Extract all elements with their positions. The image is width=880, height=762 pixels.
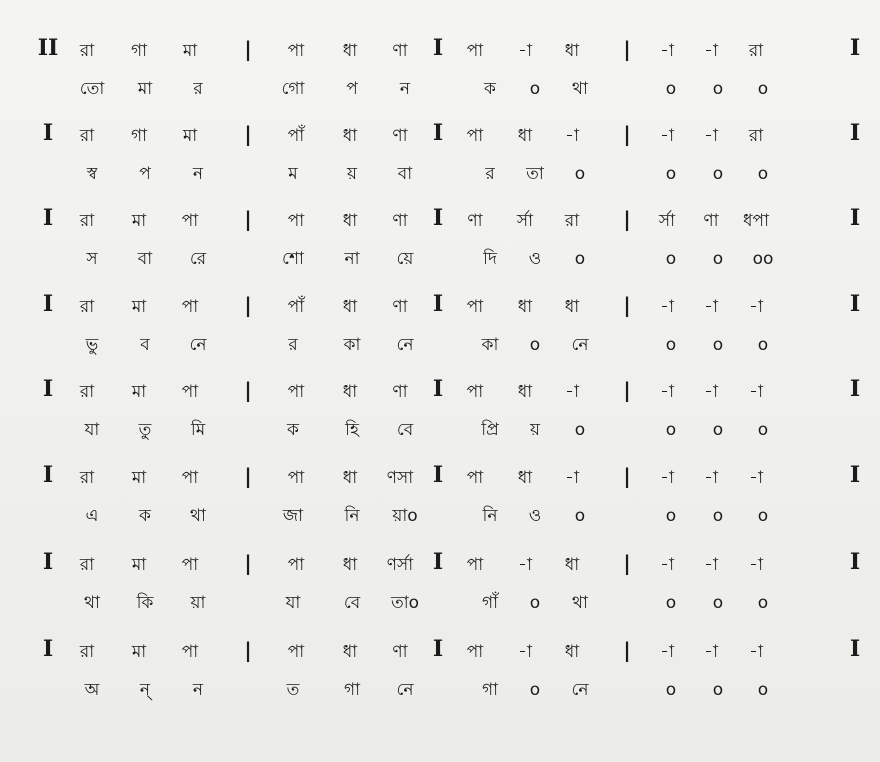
- swara-note: -া: [565, 126, 579, 146]
- swara-note: র্সা: [658, 211, 676, 231]
- measure-divider: |: [244, 551, 252, 575]
- swara-note: ধা: [342, 126, 358, 146]
- notation-block: [0, 550, 880, 632]
- swara-note: ণসা: [386, 468, 414, 488]
- swara-note: -া: [518, 41, 532, 61]
- start-barline: I: [42, 205, 54, 231]
- lyric-syllable: o: [574, 249, 586, 269]
- swara-note: ধা: [517, 126, 533, 146]
- swara-note: রা: [79, 555, 95, 575]
- section-barline: I: [432, 291, 444, 317]
- end-barline: I: [849, 462, 861, 488]
- swara-note: ধা: [564, 297, 580, 317]
- lyric-syllable: ন: [192, 680, 204, 700]
- swara-note: ধা: [342, 642, 358, 662]
- start-barline: I: [42, 549, 54, 575]
- swara-note: পা: [466, 297, 484, 317]
- swara-note: ণা: [392, 382, 408, 402]
- lyric-syllable: o: [529, 593, 541, 613]
- swara-note: ধপা: [743, 211, 769, 231]
- end-barline: I: [849, 35, 861, 61]
- lyric-syllable: দি: [483, 249, 497, 269]
- swara-note: -া: [704, 41, 718, 61]
- swara-note: ণা: [392, 642, 408, 662]
- lyric-syllable: গো: [281, 79, 305, 99]
- lyric-syllable: নি: [344, 506, 360, 526]
- lyric-syllable: o: [529, 680, 541, 700]
- lyric-syllable: o: [665, 680, 677, 700]
- lyric-syllable: o: [574, 420, 586, 440]
- lyric-syllable: ও: [528, 249, 542, 269]
- lyric-syllable: থা: [190, 506, 206, 526]
- swara-note: ধা: [517, 297, 533, 317]
- lyric-syllable: o: [712, 164, 724, 184]
- swara-note: মা: [131, 382, 147, 402]
- lyric-syllable: র: [485, 164, 495, 184]
- lyric-syllable: ন: [192, 164, 204, 184]
- swara-note: পা: [287, 382, 305, 402]
- swara-note: রা: [564, 211, 580, 231]
- swara-note: পা: [287, 555, 305, 575]
- swara-note: রা: [748, 126, 764, 146]
- swara-note: ধা: [342, 382, 358, 402]
- lyric-syllable: নে: [396, 335, 414, 355]
- swara-note: ণা: [392, 126, 408, 146]
- measure-divider: |: [623, 37, 631, 61]
- measure-divider: |: [623, 378, 631, 402]
- swara-note: পা: [181, 555, 199, 575]
- start-barline: I: [42, 462, 54, 488]
- lyric-syllable: o: [757, 680, 769, 700]
- lyric-syllable: ভু: [85, 335, 99, 355]
- lyric-syllable: থা: [84, 593, 100, 613]
- lyric-syllable: কা: [481, 335, 499, 355]
- swara-note: মা: [131, 555, 147, 575]
- swara-note: -া: [660, 382, 674, 402]
- start-barline: I: [42, 636, 54, 662]
- lyric-syllable: নে: [189, 335, 207, 355]
- swara-note: পা: [181, 468, 199, 488]
- lyric-syllable: থা: [572, 79, 588, 99]
- lyric-syllable: প: [346, 79, 358, 99]
- lyric-syllable: o: [757, 335, 769, 355]
- lyric-syllable: o: [757, 506, 769, 526]
- lyric-syllable: o: [757, 420, 769, 440]
- measure-divider: |: [623, 551, 631, 575]
- swara-note: মা: [131, 297, 147, 317]
- swara-note: ধা: [517, 382, 533, 402]
- start-barline: II: [37, 35, 59, 61]
- swara-note: পাঁ: [287, 297, 305, 317]
- lyric-syllable: ম: [288, 164, 298, 184]
- swara-note: -া: [660, 297, 674, 317]
- swara-note: ণা: [703, 211, 719, 231]
- measure-divider: |: [244, 638, 252, 662]
- measure-divider: |: [244, 207, 252, 231]
- swara-note: র্সা: [516, 211, 534, 231]
- section-barline: I: [432, 376, 444, 402]
- lyric-syllable: o: [712, 593, 724, 613]
- section-barline: I: [432, 549, 444, 575]
- swara-note: -া: [749, 468, 763, 488]
- swara-note: ধা: [342, 555, 358, 575]
- swara-note: পা: [287, 468, 305, 488]
- notation-block: [0, 206, 880, 288]
- swara-note: -া: [704, 555, 718, 575]
- start-barline: I: [42, 120, 54, 146]
- swara-note: ণর্সা: [386, 555, 414, 575]
- swara-note: -া: [565, 382, 579, 402]
- section-barline: I: [432, 462, 444, 488]
- lyric-syllable: o: [665, 164, 677, 184]
- measure-divider: |: [244, 293, 252, 317]
- swara-note: রা: [79, 41, 95, 61]
- lyric-syllable: তাo: [390, 593, 420, 613]
- notation-block: [0, 377, 880, 459]
- lyric-syllable: o: [574, 506, 586, 526]
- end-barline: I: [849, 376, 861, 402]
- swara-note: মা: [131, 642, 147, 662]
- swara-note: মা: [131, 468, 147, 488]
- swara-note: মা: [131, 211, 147, 231]
- section-barline: I: [432, 35, 444, 61]
- swara-note: ধা: [517, 468, 533, 488]
- lyric-syllable: কা: [343, 335, 361, 355]
- lyric-syllable: ব: [140, 335, 150, 355]
- lyric-syllable: ক: [287, 420, 299, 440]
- swara-note: পা: [466, 126, 484, 146]
- swara-note: ধা: [342, 297, 358, 317]
- swara-note: -া: [704, 468, 718, 488]
- lyric-syllable: স্ব: [86, 164, 98, 184]
- swara-note: মা: [182, 41, 198, 61]
- swara-note: গা: [130, 126, 148, 146]
- swara-note: পা: [287, 211, 305, 231]
- section-barline: I: [432, 120, 444, 146]
- measure-divider: |: [623, 293, 631, 317]
- swara-note: -া: [518, 642, 532, 662]
- lyric-syllable: র: [288, 335, 298, 355]
- lyric-syllable: এ: [85, 506, 99, 526]
- end-barline: I: [849, 120, 861, 146]
- lyric-syllable: o: [712, 506, 724, 526]
- lyric-syllable: o: [712, 249, 724, 269]
- swara-note: রা: [79, 642, 95, 662]
- measure-divider: |: [244, 37, 252, 61]
- lyric-syllable: গা: [343, 680, 361, 700]
- swara-note: পা: [181, 211, 199, 231]
- lyric-syllable: নে: [396, 680, 414, 700]
- notation-block: [0, 463, 880, 545]
- lyric-syllable: যা: [285, 593, 301, 613]
- lyric-syllable: রে: [189, 249, 207, 269]
- section-barline: I: [432, 205, 444, 231]
- swara-note: -া: [704, 382, 718, 402]
- lyric-syllable: শো: [282, 249, 304, 269]
- swara-note: রা: [79, 211, 95, 231]
- lyric-syllable: o: [529, 79, 541, 99]
- lyric-syllable: o: [665, 593, 677, 613]
- swara-note: -া: [660, 126, 674, 146]
- measure-divider: |: [244, 464, 252, 488]
- lyric-syllable: প্রি: [481, 420, 499, 440]
- lyric-syllable: o: [712, 335, 724, 355]
- swara-note: -া: [660, 41, 674, 61]
- swara-note: পা: [466, 555, 484, 575]
- swara-note: মা: [182, 126, 198, 146]
- lyric-syllable: নে: [571, 335, 589, 355]
- end-barline: I: [849, 205, 861, 231]
- swara-note: -া: [660, 555, 674, 575]
- lyric-syllable: স: [86, 249, 98, 269]
- notation-block: [0, 292, 880, 374]
- lyric-syllable: যা: [84, 420, 100, 440]
- lyric-syllable: o: [757, 164, 769, 184]
- swara-note: ণা: [392, 211, 408, 231]
- measure-divider: |: [244, 378, 252, 402]
- lyric-syllable: ন: [399, 79, 411, 99]
- swara-note: পা: [466, 642, 484, 662]
- lyric-syllable: তো: [79, 79, 105, 99]
- lyric-syllable: ক: [484, 79, 496, 99]
- lyric-syllable: ত: [286, 680, 300, 700]
- lyric-syllable: o: [665, 79, 677, 99]
- lyric-syllable: কি: [136, 593, 154, 613]
- measure-divider: |: [623, 464, 631, 488]
- notation-block: [0, 121, 880, 203]
- lyric-syllable: ক: [139, 506, 151, 526]
- lyric-syllable: বে: [343, 593, 361, 613]
- swara-note: ণা: [467, 211, 483, 231]
- end-barline: I: [849, 291, 861, 317]
- swara-note: পা: [181, 642, 199, 662]
- swara-note: পা: [287, 41, 305, 61]
- lyric-syllable: ও: [528, 506, 542, 526]
- swara-note: ধা: [342, 468, 358, 488]
- notation-block: [0, 637, 880, 719]
- lyric-syllable: নি: [482, 506, 498, 526]
- swara-note: ধা: [564, 41, 580, 61]
- swara-note: পা: [466, 468, 484, 488]
- swara-note: -া: [660, 642, 674, 662]
- lyric-syllable: তু: [138, 420, 152, 440]
- swara-note: -া: [704, 297, 718, 317]
- end-barline: I: [849, 636, 861, 662]
- lyric-syllable: নে: [571, 680, 589, 700]
- lyric-syllable: না: [344, 249, 360, 269]
- swara-note: -া: [704, 126, 718, 146]
- lyric-syllable: প: [139, 164, 151, 184]
- end-barline: I: [849, 549, 861, 575]
- swara-note: ণা: [392, 41, 408, 61]
- swara-note: পা: [466, 41, 484, 61]
- swara-note: পা: [181, 382, 199, 402]
- swara-note: রা: [79, 382, 95, 402]
- lyric-syllable: o: [712, 420, 724, 440]
- swara-note: পা: [287, 642, 305, 662]
- lyric-syllable: য়াo: [392, 506, 418, 526]
- swara-note: ধা: [342, 211, 358, 231]
- measure-divider: |: [623, 638, 631, 662]
- start-barline: I: [42, 291, 54, 317]
- swara-note: -া: [749, 382, 763, 402]
- lyric-syllable: o: [665, 506, 677, 526]
- lyric-syllable: মি: [190, 420, 206, 440]
- swara-note: গা: [130, 41, 148, 61]
- swara-note: রা: [79, 126, 95, 146]
- lyric-syllable: o: [665, 335, 677, 355]
- swara-note: -া: [660, 468, 674, 488]
- lyric-syllable: মা: [137, 79, 153, 99]
- measure-divider: |: [623, 207, 631, 231]
- lyric-syllable: o: [665, 420, 677, 440]
- lyric-syllable: ন্: [139, 680, 151, 700]
- lyric-syllable: থা: [572, 593, 588, 613]
- swara-note: -া: [749, 555, 763, 575]
- lyric-syllable: য়া: [190, 593, 206, 613]
- lyric-syllable: জা: [282, 506, 304, 526]
- swara-note: -া: [749, 297, 763, 317]
- lyric-syllable: গা: [481, 680, 499, 700]
- lyric-syllable: o: [712, 79, 724, 99]
- measure-divider: |: [623, 122, 631, 146]
- lyric-syllable: o: [757, 593, 769, 613]
- lyric-syllable: o: [712, 680, 724, 700]
- measure-divider: |: [244, 122, 252, 146]
- lyric-syllable: oo: [752, 249, 774, 269]
- lyric-syllable: o: [574, 164, 586, 184]
- swara-note: রা: [79, 297, 95, 317]
- swara-note: -া: [565, 468, 579, 488]
- swara-note: রা: [748, 41, 764, 61]
- swara-note: -া: [518, 555, 532, 575]
- start-barline: I: [42, 376, 54, 402]
- swara-note: পাঁ: [287, 126, 305, 146]
- notation-block: [0, 36, 880, 118]
- swara-note: -া: [704, 642, 718, 662]
- swara-note: পা: [466, 382, 484, 402]
- swara-note: ণা: [392, 297, 408, 317]
- lyric-syllable: য়: [529, 420, 541, 440]
- lyric-syllable: তা: [526, 164, 544, 184]
- lyric-syllable: অ: [84, 680, 100, 700]
- swara-note: ধা: [342, 41, 358, 61]
- lyric-syllable: য়ে: [396, 249, 414, 269]
- lyric-syllable: র: [193, 79, 203, 99]
- section-barline: I: [432, 636, 444, 662]
- lyric-syllable: বা: [397, 164, 413, 184]
- swara-note: পা: [181, 297, 199, 317]
- lyric-syllable: গাঁ: [481, 593, 499, 613]
- lyric-syllable: য়: [346, 164, 358, 184]
- lyric-syllable: হি: [345, 420, 359, 440]
- lyric-syllable: o: [529, 335, 541, 355]
- swara-note: -া: [749, 642, 763, 662]
- swara-note: ধা: [564, 555, 580, 575]
- lyric-syllable: বে: [396, 420, 414, 440]
- lyric-syllable: o: [757, 79, 769, 99]
- swara-note: রা: [79, 468, 95, 488]
- swara-note: ধা: [564, 642, 580, 662]
- lyric-syllable: o: [665, 249, 677, 269]
- lyric-syllable: বা: [137, 249, 153, 269]
